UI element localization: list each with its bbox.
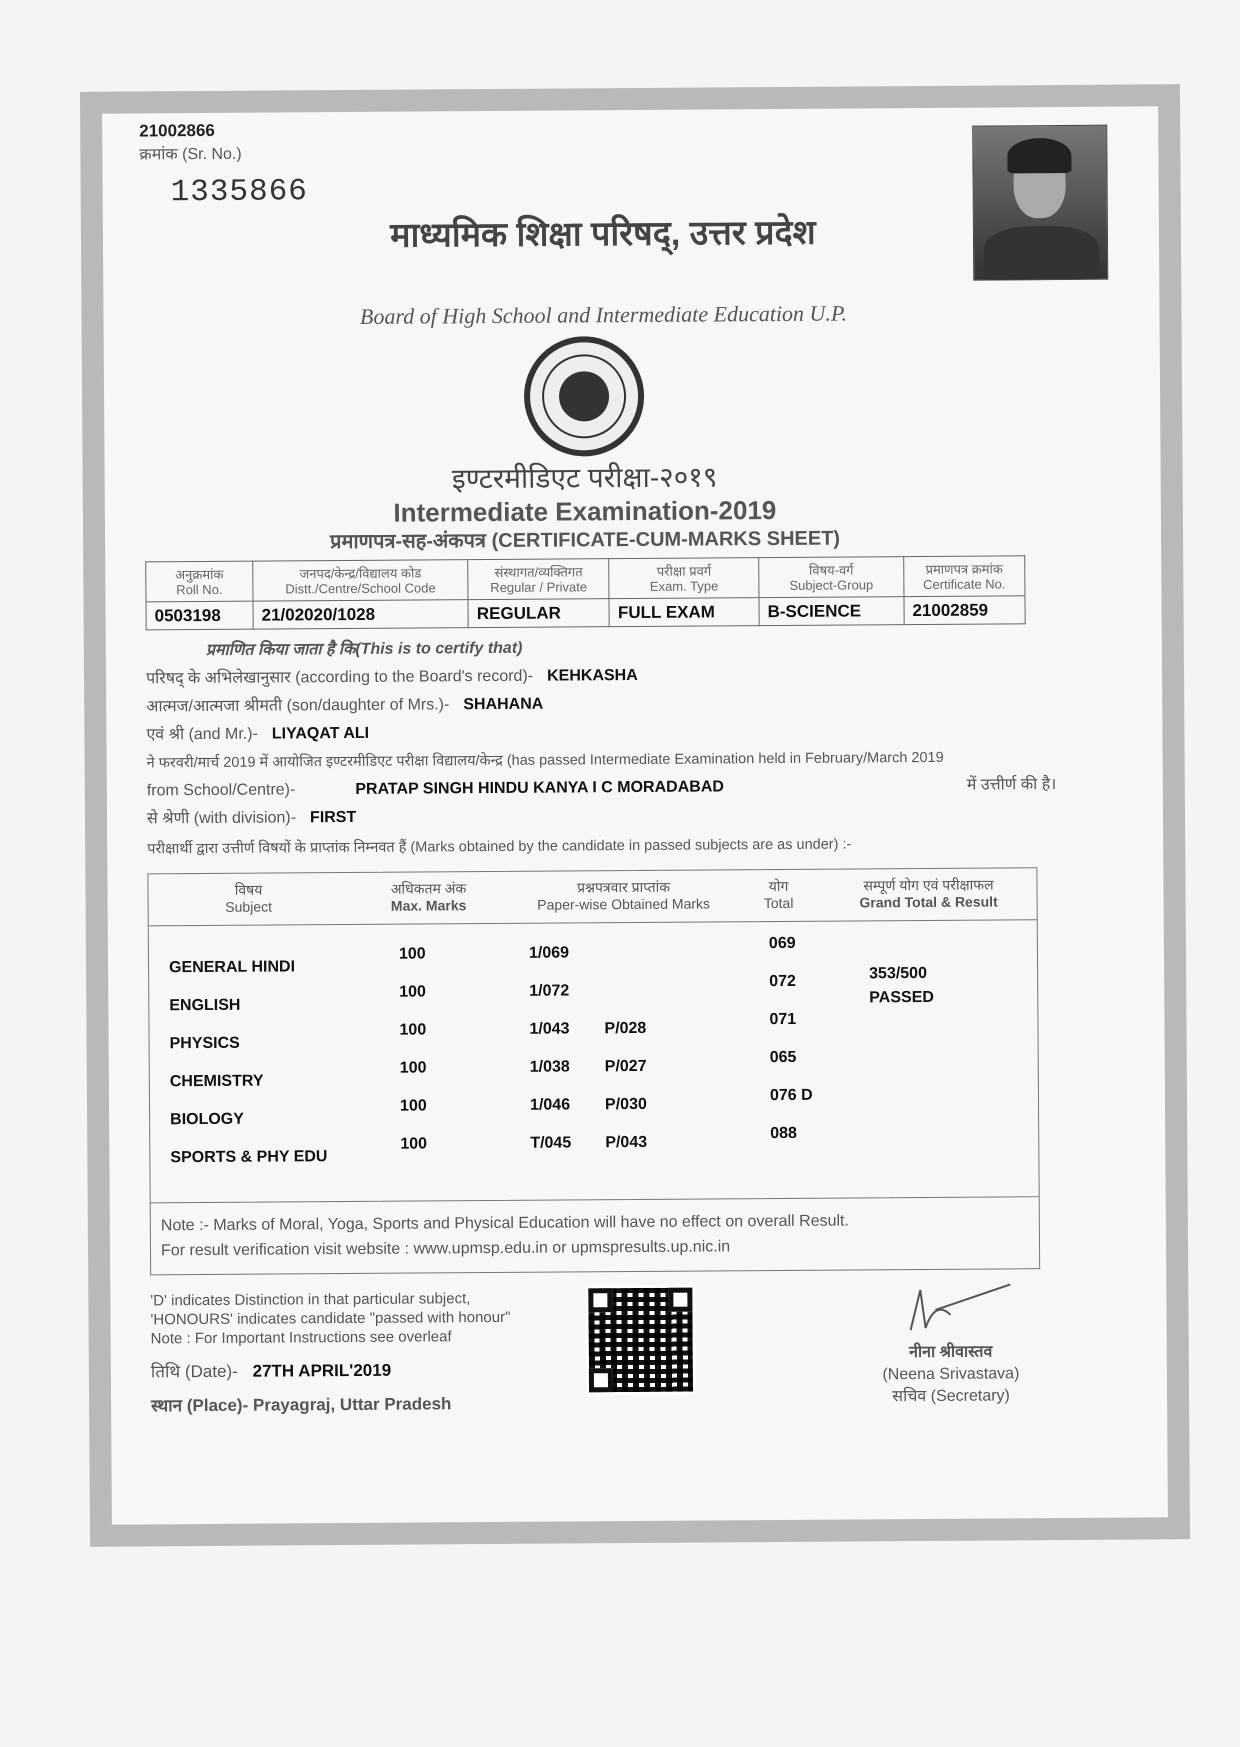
regular-private: REGULAR	[468, 599, 609, 628]
marks-row	[150, 1048, 1038, 1091]
paper1-cell: 1/038	[529, 1058, 570, 1076]
paper1-cell: 1/069	[528, 944, 570, 962]
board-title-english: Board of High School and Intermediate Education U.P.	[359, 300, 848, 329]
mother-line: आत्मज/आत्मजा श्रीमती (son/daughter of Mrs.)- SHAHANA	[146, 695, 544, 716]
signature-block	[880, 1279, 1021, 1408]
paper1-cell: 1/043	[529, 1020, 570, 1038]
total-cell: 069	[768, 934, 796, 953]
exam-title-hindi: इण्टरमीडिएट परीक्षा-२०१९	[451, 461, 718, 495]
qr-code	[585, 1285, 696, 1396]
max-cell: 100	[398, 945, 426, 963]
passed-text: ने फरवरी/मार्च 2019 में आयोजित इण्टरमीडिएट परीक्षा विद्यालय/केन्द्र (has passed Intermediate Examination held in February/March 2019	[146, 749, 944, 772]
paper2-cell: P/030	[604, 1095, 647, 1114]
division-line: से श्रेणी (with division)- FIRST	[146, 808, 357, 828]
serial-number: 1335866	[170, 174, 308, 211]
exam-type: FULL EXAM	[609, 598, 759, 627]
header-exam-type: परीक्षा प्रवर्ग Exam. Type	[609, 558, 759, 599]
subject-cell: GENERAL HINDI	[168, 958, 296, 977]
total-cell: 076 D	[769, 1086, 813, 1105]
school-name: PRATAP SINGH HINDU KANYA I C MORADABAD	[355, 778, 724, 798]
school-line: from School/Centre)- PRATAP SINGH HINDU KANYA I C MORADABAD	[146, 778, 724, 800]
exam-title: Intermediate Examination-2019	[393, 495, 777, 528]
issue-place: Prayagraj, Uttar Pradesh	[252, 1394, 452, 1415]
note-verification: For result verification visit website : www.upmsp.edu.in or upmspresults.up.nic.in	[160, 1238, 731, 1260]
candidate-info-table	[145, 555, 1025, 630]
mother-name: SHAHANA	[463, 695, 544, 714]
total-cell: 065	[769, 1048, 797, 1067]
passed-hindi: में उत्तीर्ण की है।	[966, 776, 1057, 794]
subject-cell: ENGLISH	[169, 996, 241, 1015]
subject-cell: SPORTS & PHY EDU	[170, 1148, 328, 1167]
header-subject-group: विषय-वर्ग Subject-Group	[759, 557, 904, 598]
certificate	[80, 84, 1190, 1547]
total-cell: 072	[769, 972, 796, 991]
place-line: स्थान (Place)- Prayagraj, Uttar Pradesh	[151, 1394, 452, 1416]
paper2-cell: P/028	[604, 1019, 647, 1038]
header-regular: संस्थागत/व्यक्तिगत Regular / Private	[468, 559, 609, 600]
max-cell: 100	[400, 1135, 428, 1153]
max-cell: 100	[399, 983, 426, 1001]
roll-no: 0503198	[146, 601, 253, 630]
certificate-title: प्रमाणपत्र-सह-अंकपत्र (CERTIFICATE-CUM-MARKS SHEET)	[330, 527, 841, 554]
signatory-name: (Neena Srivastava)	[882, 1365, 1020, 1384]
marks-intro: परीक्षार्थी द्वारा उत्तीर्ण विषयों के प्राप्तांक निम्नवत हैं (Marks obtained by the candidate in passed subjects are as under) :-	[147, 836, 852, 858]
signatory-name-hindi: नीना श्रीवास्तव	[909, 1343, 993, 1362]
marks-table-header: विषय Subject अधिकतम अंक Max. Marks प्रश्नपत्रवार प्राप्तांक Paper-wise Obtained Marks योग Total सम्पूर्ण योग एवं परीक्षाफल Grand Total & Result	[148, 868, 1036, 926]
grand-total: 353/500	[869, 964, 928, 983]
result: PASSED	[869, 988, 934, 1007]
division: FIRST	[309, 808, 357, 827]
marks-row	[150, 1086, 1038, 1129]
subject-cell: PHYSICS	[169, 1034, 240, 1053]
certify-intro: प्रमाणित किया जाता है कि(This is to certify that)	[205, 639, 523, 659]
subject-cell: BIOLOGY	[170, 1110, 244, 1129]
paper1-cell: 1/072	[529, 982, 570, 1000]
subject-cell: CHEMISTRY	[169, 1072, 264, 1091]
issue-date: 27TH APRIL'2019	[252, 1360, 392, 1381]
total-cell: 071	[769, 1010, 797, 1029]
top-number: 21002866	[139, 120, 215, 141]
note-moral: Note :- Marks of Moral, Yoga, Sports and Physical Education will have no effect on overall Result.	[160, 1212, 849, 1235]
candidate-name: KEHKASHA	[547, 666, 638, 685]
candidate-photo	[972, 125, 1108, 281]
max-cell: 100	[399, 1059, 427, 1077]
paper1-cell: T/045	[530, 1134, 572, 1152]
serial-label: क्रमांक (Sr. No.)	[139, 145, 242, 164]
board-seal-emblem	[524, 336, 645, 457]
paper2-cell: P/027	[604, 1057, 647, 1076]
father-name: LIYAQAT ALI	[271, 724, 370, 743]
board-title-hindi: माध्यमिक शिक्षा परिषद्, उत्तर प्रदेश	[390, 213, 816, 255]
paper2-cell: P/043	[605, 1133, 648, 1152]
total-cell: 088	[770, 1124, 797, 1143]
marks-row	[149, 1010, 1037, 1053]
header-roll: अनुक्रमांक Roll No.	[146, 561, 253, 602]
marks-table	[147, 867, 1039, 1203]
school-code: 21/02020/1028	[253, 600, 468, 630]
date-line: तिथि (Date)- 27TH APRIL'2019	[150, 1360, 392, 1382]
certificate-no: 21002859	[904, 596, 1025, 625]
max-cell: 100	[399, 1021, 427, 1039]
father-line: एवं श्री (and Mr.)- LIYAQAT ALI	[146, 724, 370, 744]
signature-mark	[880, 1279, 1020, 1335]
signatory-title: सचिव (Secretary)	[892, 1387, 1010, 1406]
subject-group: B-SCIENCE	[759, 597, 904, 626]
header-certificate-no: प्रमाणपत्र क्रमांक Certificate No.	[904, 556, 1025, 597]
paper1-cell: 1/046	[529, 1096, 571, 1114]
notes-box	[150, 1197, 1040, 1275]
max-cell: 100	[399, 1097, 427, 1115]
name-line: परिषद् के अभिलेखानुसार (according to the Board's record)- KEHKASHA	[145, 666, 638, 688]
marks-row	[150, 1124, 1038, 1167]
footer-notes: 'D' indicates Distinction in that particular subject, 'HONOURS' indicates candidate "passed with honour" Note : For Important Instructions see overleaf	[150, 1290, 511, 1348]
header-code: जनपद/केन्द्र/विद्यालय कोड Distt./Centre/School Code	[253, 560, 469, 602]
